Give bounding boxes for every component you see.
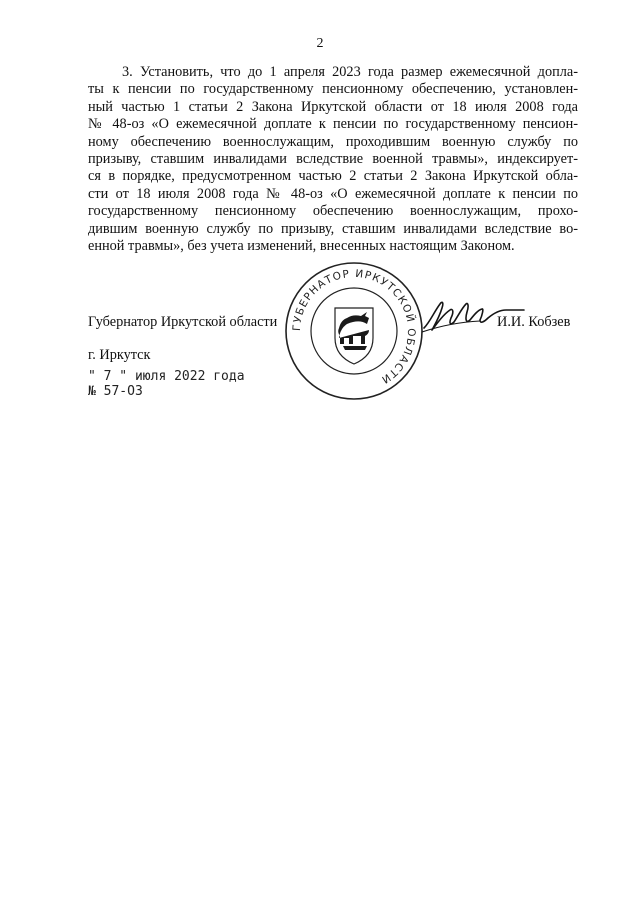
paragraph-line: 3. Установить, что до 1 апреля 2023 года размер ежемесячной допла-: [122, 64, 578, 80]
signing-place: г. Иркутск: [88, 347, 151, 363]
page-number: 2: [316, 36, 324, 51]
paragraph-line: ся в порядке, предусмотренном частью 2 статьи 2 Закона Иркутской обла-: [88, 168, 578, 185]
seal-text: ГУБЕРНАТОР ИРКУТСКОЙ ОБЛАСТИ: [290, 267, 418, 387]
article-3-paragraph: [88, 64, 578, 255]
paragraph-line: № 48-оз «О ежемесячной доплате к пенсии по государственному пенсион-: [88, 116, 578, 133]
paragraph-line: ный частью 1 статьи 2 Закона Иркутской области от 18 июля 2008 года: [88, 98, 578, 115]
paragraph-line: ты к пенсии по государственному пенсионному обеспечению, установлен-: [88, 81, 578, 98]
paragraph-line: ному обеспечению военнослужащим, проходившим военную службу по: [88, 133, 578, 150]
signatory-name: И.И. Кобзев: [497, 314, 571, 330]
coat-of-arms-icon: [335, 308, 373, 364]
governor-seal: [283, 260, 425, 402]
paragraph-line: сти от 18 июля 2008 года № 48-оз «О ежемесячной доплате к пенсии по: [88, 185, 578, 202]
paragraph-line: призыву, ставшим инвалидами вследствие военной травмы», индексирует-: [88, 151, 578, 168]
paragraph-line: государственному пенсионному обеспечению военнослужащим, прохо-: [88, 203, 578, 220]
paragraph-line: дившим военную службу по призыву, ставшим инвалидами вследствие во-: [88, 220, 578, 237]
law-number: № 57-ОЗ: [88, 384, 143, 399]
signing-date: " 7 " июля 2022 года: [88, 369, 245, 384]
signatory-position: Губернатор Иркутской области: [88, 314, 278, 330]
paragraph-line: енной травмы», без учета изменений, внесенных настоящим Законом.: [88, 238, 515, 255]
